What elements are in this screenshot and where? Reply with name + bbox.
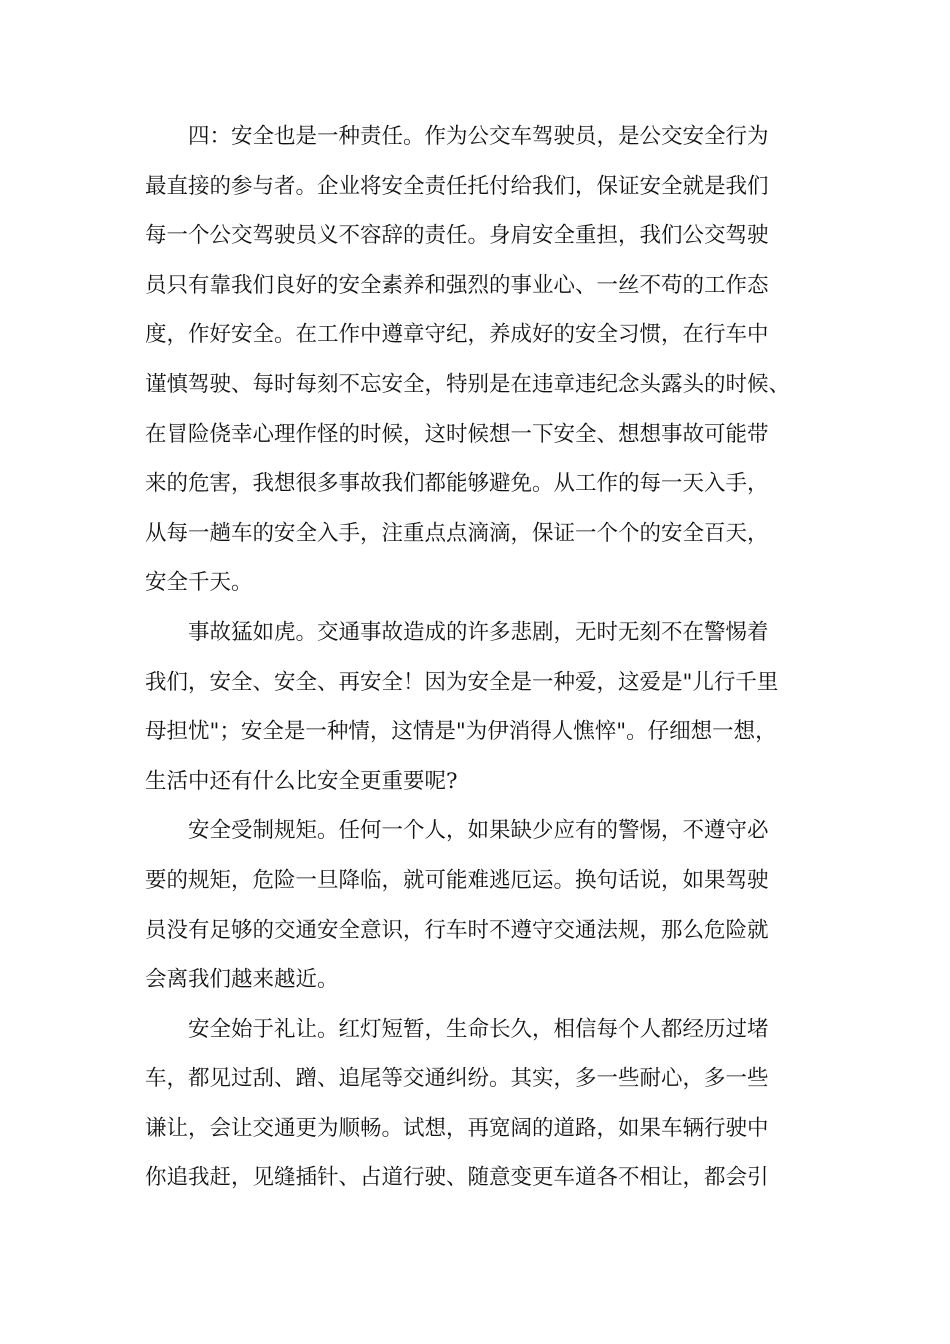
text-line: 度，作好安全。在工作中遵章守纪，养成好的安全习惯，在行车中	[145, 322, 769, 348]
text-line: 员只有靠我们良好的安全素养和强烈的事业心、一丝不苟的工作态	[145, 272, 769, 298]
document-body	[145, 112, 845, 1203]
text-line: 事故猛如虎。交通事故造成的许多悲剧，无时无刻不在警惕着	[188, 619, 769, 645]
text-line: 四：安全也是一种责任。作为公交车驾驶员，是公交安全行为	[188, 124, 769, 149]
text-line: 你追我赶，见缝插针、占道行驶、随意变更车道各不相让，都会引	[145, 1165, 769, 1191]
text-line: 谦让，会让交通更为顺畅。试想，再宽阔的道路，如果车辆行驶中	[145, 1115, 769, 1141]
text-line: 我们，安全、安全、再安全！因为安全是一种爱，这爱是"儿行千里	[145, 669, 779, 695]
text-line: 最直接的参与者。企业将安全责任托付给我们，保证安全就是我们	[145, 173, 769, 199]
text-line: 谨慎驾驶、每时每刻不忘安全，特别是在违章违纪念头露头的时候、	[145, 371, 791, 397]
text-line: 安全千天。	[145, 570, 253, 596]
text-line: 要的规矩，危险一旦降临，就可能难逃厄运。换句话说，如果驾驶	[145, 867, 769, 893]
text-line: 生活中还有什么比安全更重要呢?	[145, 768, 458, 794]
text-line: 母担忧"；安全是一种情，这情是"为伊消得人憔悴"。仔细想一想，	[145, 719, 777, 745]
text-line: 从每一趟车的安全入手，注重点点滴滴，保证一个个的安全百天，	[145, 520, 769, 546]
text-line: 车，都见过刮、蹭、追尾等交通纠纷。其实，多一些耐心，多一些	[145, 1066, 769, 1092]
text-line: 安全始于礼让。红灯短暂，生命长久，相信每个人都经历过堵	[188, 1016, 769, 1042]
text-line: 来的危害，我想很多事故我们都能够避免。从工作的每一天入手，	[145, 471, 769, 497]
text-line: 安全受制规矩。任何一个人，如果缺少应有的警惕，不遵守必	[188, 818, 769, 844]
text-line: 每一个公交驾驶员义不容辞的责任。身肩安全重担，我们公交驾驶	[145, 223, 769, 249]
text-line: 在冒险侥幸心理作怪的时候，这时候想一下安全、想想事故可能带	[145, 421, 769, 447]
text-line: 员没有足够的交通安全意识，行车时不遵守交通法规，那么危险就	[145, 917, 769, 943]
text-line: 会离我们越来越近。	[145, 967, 339, 993]
